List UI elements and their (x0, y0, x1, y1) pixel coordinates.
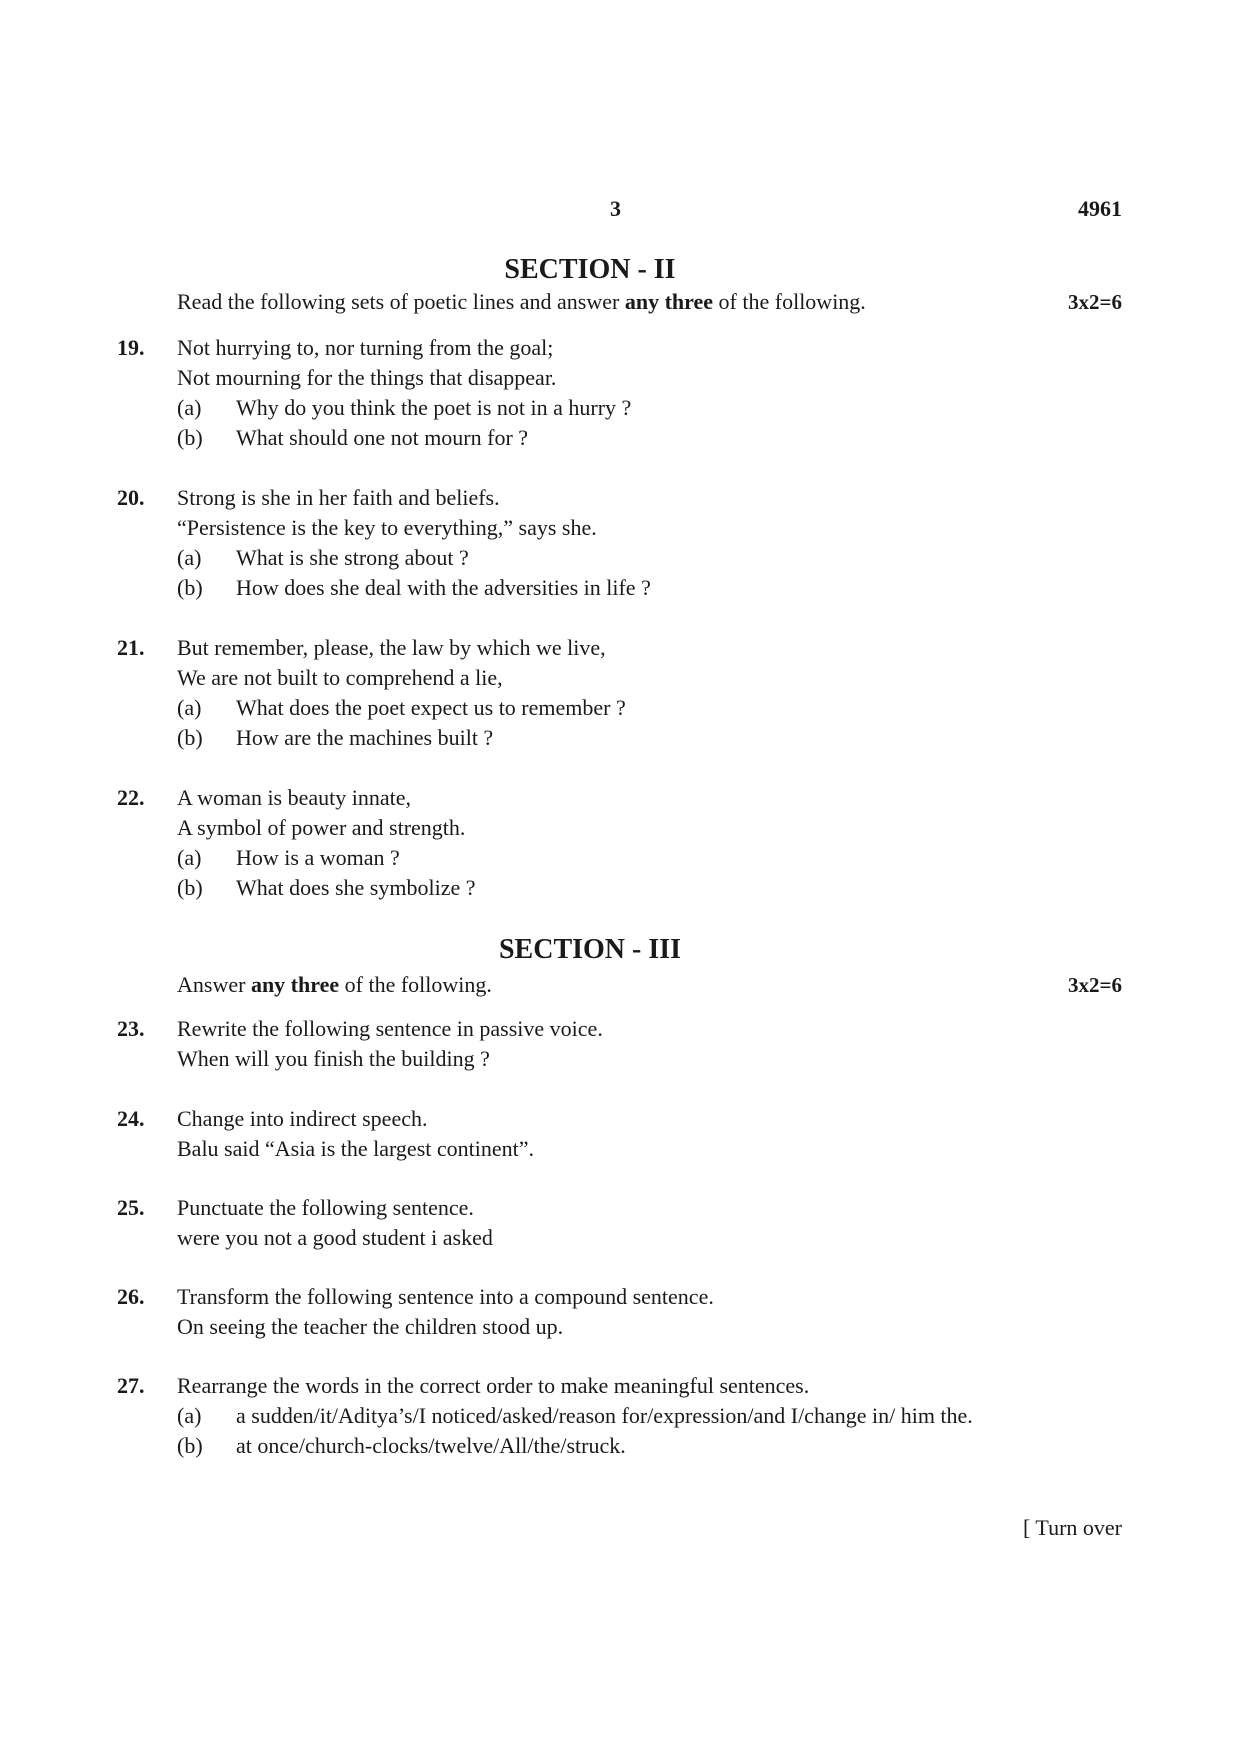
question-19 (117, 333, 1117, 453)
question-line: Rewrite the following sentence in passive voice. (177, 1016, 603, 1041)
sub-question: (b) What should one not mourn for ? (177, 425, 529, 450)
question-number: 19. (117, 335, 145, 360)
section-2-instruction: Read the following sets of poetic lines and answer any three of the following. (177, 289, 866, 314)
question-number: 23. (117, 1016, 145, 1041)
question-20 (117, 483, 1117, 603)
question-number: 20. (117, 485, 145, 510)
question-number: 27. (117, 1373, 145, 1398)
sub-question: (a) Why do you think the poet is not in a hurry ? (177, 395, 632, 420)
question-line: Change into indirect speech. (177, 1106, 428, 1131)
section-3-title: SECTION - III (498, 934, 682, 965)
paper-code: 4961 (1078, 196, 1122, 221)
poem-line: We are not built to comprehend a lie, (177, 665, 503, 690)
question-23 (117, 1014, 1117, 1074)
poem-line: “Persistence is the key to everything,” says she. (177, 515, 597, 540)
poem-line: Not mourning for the things that disappear. (177, 365, 557, 390)
section-2-marks: 3x2=6 (1068, 290, 1122, 314)
question-25 (117, 1193, 1117, 1253)
sub-question: (a) How is a woman ? (177, 845, 400, 870)
question-number: 22. (117, 785, 145, 810)
question-27 (117, 1371, 1117, 1461)
question-21 (117, 633, 1117, 753)
question-line: When will you finish the building ? (177, 1046, 490, 1071)
question-26 (117, 1282, 1117, 1342)
section-3-instruction: Answer any three of the following. (177, 972, 492, 997)
poem-line: Not hurrying to, nor turning from the goal; (177, 335, 554, 360)
question-number: 24. (117, 1106, 145, 1131)
page-number: 3 (610, 196, 621, 221)
sub-question: (b) How are the machines built ? (177, 725, 494, 750)
turn-over-note: [ Turn over (1022, 1515, 1122, 1540)
poem-line: But remember, please, the law by which we live, (177, 635, 606, 660)
question-24 (117, 1104, 1117, 1164)
question-22 (117, 783, 1117, 903)
poem-line: Strong is she in her faith and beliefs. (177, 485, 500, 510)
section-3-marks: 3x2=6 (1068, 973, 1122, 997)
question-number: 26. (117, 1284, 145, 1309)
poem-line: A symbol of power and strength. (177, 815, 466, 840)
sub-question: (b) at once/church-clocks/twelve/All/the/struck. (177, 1433, 626, 1458)
question-line: Punctuate the following sentence. (177, 1195, 474, 1220)
sub-question: (a) a sudden/it/Aditya’s/I noticed/asked/reason for/expression/and I/change in/ him the. (177, 1403, 973, 1428)
sub-question: (a) What does the poet expect us to remember ? (177, 695, 626, 720)
question-number: 21. (117, 635, 145, 660)
question-number: 25. (117, 1195, 145, 1220)
question-line: On seeing the teacher the children stood up. (177, 1314, 564, 1339)
sub-question: (a) What is she strong about ? (177, 545, 469, 570)
sub-question: (b) How does she deal with the adversities in life ? (177, 575, 651, 600)
poem-line: A woman is beauty innate, (177, 785, 412, 810)
question-line: Balu said “Asia is the largest continent”. (177, 1136, 535, 1161)
question-line: were you not a good student i asked (177, 1225, 493, 1250)
sub-question: (b) What does she symbolize ? (177, 875, 476, 900)
question-line: Transform the following sentence into a compound sentence. (177, 1284, 714, 1309)
question-line: Rearrange the words in the correct order to make meaningful sentences. (177, 1373, 810, 1398)
section-2-title: SECTION - II (504, 254, 676, 285)
